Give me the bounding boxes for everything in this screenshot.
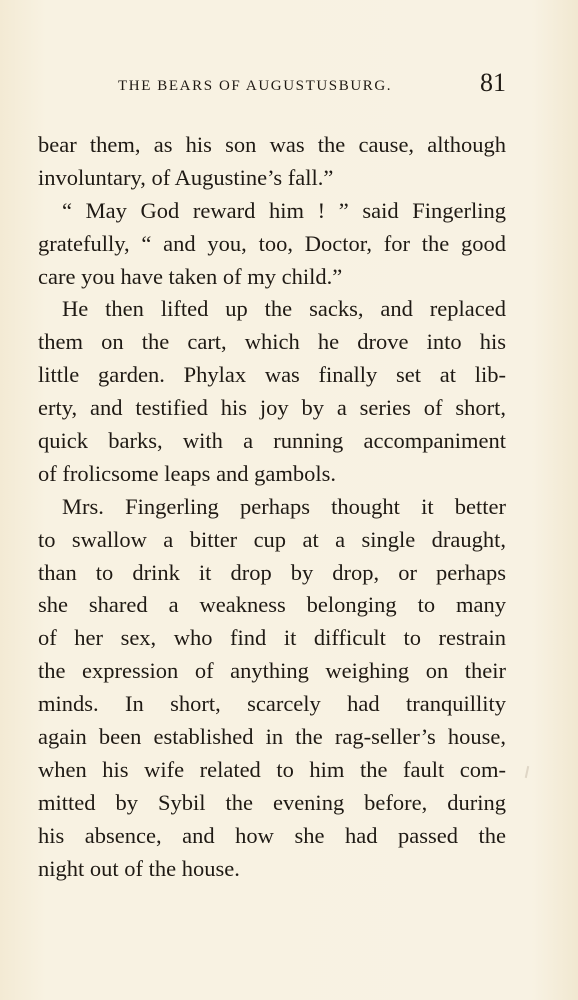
page-header [38, 70, 506, 104]
text-line: minds. In short, scarcely had tranquillity [38, 691, 506, 717]
text-line: again been established in the rag-seller’s house, [38, 724, 506, 750]
text-line: she shared a weakness belonging to many [38, 592, 506, 618]
text-line: mitted by Sybil the evening before, during [38, 789, 506, 815]
body-text [38, 129, 506, 885]
text-line: them on the cart, which he drove into his [38, 329, 506, 355]
text-line: of her sex, who find it difficult to restrain [38, 625, 506, 651]
text-line: the expression of anything weighing on their [38, 658, 506, 684]
text-line: gratefully, “ and you, too, Doctor, for the good [38, 230, 506, 256]
text-line: bear them, as his son was the cause, although [38, 132, 506, 157]
text-line: night out of the house. [38, 855, 240, 881]
text-line: than to drink it drop by drop, or perhaps [38, 559, 506, 585]
running-title: THE BEARS OF AUGUSTUSBURG. [118, 78, 393, 94]
text-line: “ May God reward him ! ” said Fingerling [62, 197, 506, 223]
paper-speck [525, 766, 529, 778]
text-line: his absence, and how she had passed the [38, 822, 506, 848]
text-line: Mrs. Fingerling perhaps thought it better [62, 493, 506, 519]
text-line: erty, and testified his joy by a series of short, [38, 395, 506, 421]
page-number: 81 [480, 68, 506, 97]
text-line: involuntary, of Augustine’s fall.” [38, 164, 334, 190]
text-line: to swallow a bitter cup at a single draught, [38, 526, 506, 552]
text-line: little garden. Phylax was finally set at lib- [38, 362, 506, 388]
text-line: when his wife related to him the fault com- [38, 756, 506, 782]
text-line: He then lifted up the sacks, and replaced [62, 296, 506, 322]
text-line: of frolicsome leaps and gambols. [38, 460, 337, 486]
text-line: care you have taken of my child.” [38, 263, 343, 289]
text-line: quick barks, with a running accompaniment [38, 428, 506, 454]
